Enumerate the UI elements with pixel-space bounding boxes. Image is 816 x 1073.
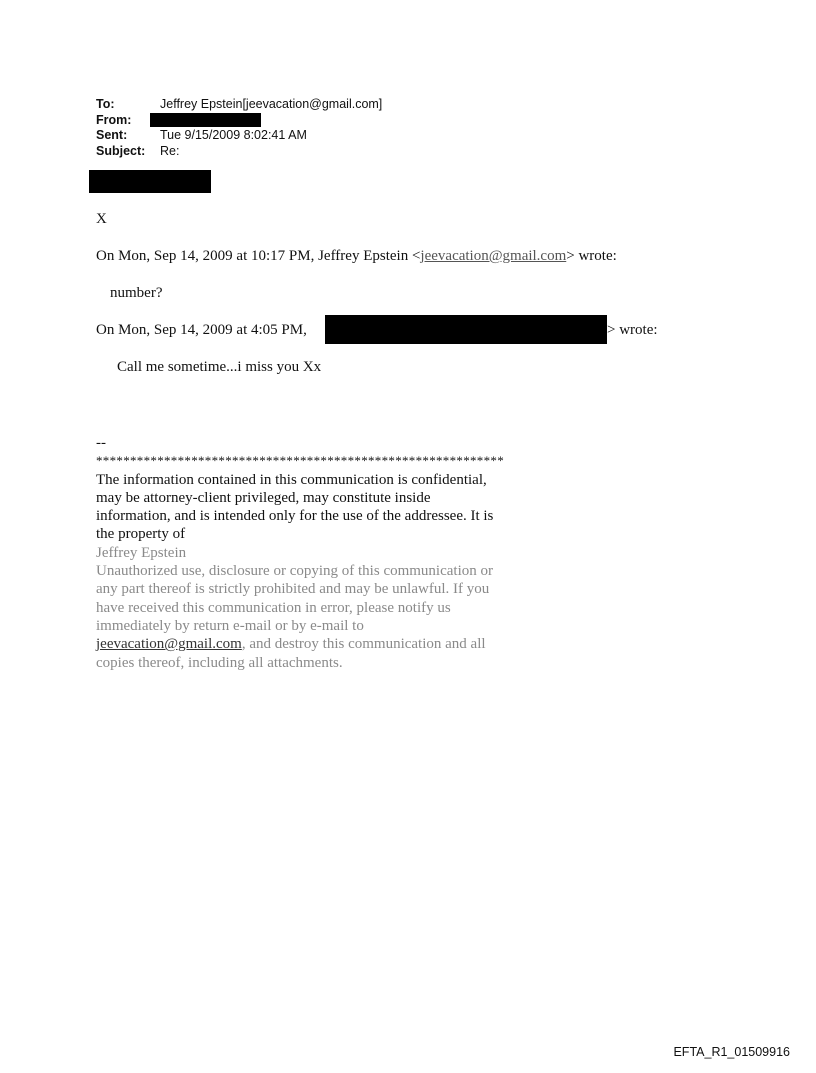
unauthorized-post: , and destroy this communication and all copies thereof, including all attachments. (96, 636, 486, 671)
quote1-header (96, 248, 617, 265)
quote1-suffix: > wrote: (566, 248, 617, 264)
unauthorized-pre: Unauthorized use, disclosure or copying of this communication or any part thereof is strictly prohibited and may be unlawful. If you have received this communication in error, please notify us immediately by return e-mail or by e-mail to (96, 563, 493, 634)
quote1-prefix: On Mon, Sep 14, 2009 at 10:17 PM, Jeffrey Epstein < (96, 248, 421, 264)
body-redaction (89, 170, 211, 193)
confidential-notice: The information contained in this communication is confidential, may be attorney-client privileged, may constitute inside information, and is intended only for the use of the addressee. It is the property of (96, 471, 494, 543)
quote2-header (96, 322, 307, 339)
to-row (96, 97, 382, 113)
quote2-prefix: On Mon, Sep 14, 2009 at 4:05 PM, (96, 322, 307, 338)
sent-value: Tue 9/15/2009 8:02:41 AM (160, 128, 307, 142)
from-label: From: (96, 112, 132, 127)
document-id: EFTA_R1_01509916 (673, 1045, 790, 1059)
sent-row (96, 128, 382, 144)
signature-dashes: -- (96, 435, 106, 451)
sent-label: Sent: (96, 128, 128, 142)
signature-email-link[interactable]: jeevacation@gmail.com (96, 636, 242, 653)
signature-stars: ************************************************************ (96, 453, 504, 469)
x-line: X (96, 211, 107, 227)
subject-value: Re: (160, 143, 180, 158)
owner-name: Jeffrey Epstein (96, 544, 187, 561)
quote2-text: Call me sometime...i miss you Xx (117, 359, 322, 375)
quote2-suffix: > wrote: (607, 322, 658, 338)
quote1-email-link[interactable]: jeevacation@gmail.com (420, 248, 567, 264)
unauthorized-notice (96, 562, 496, 672)
from-redaction (150, 113, 261, 127)
sender-redaction (325, 315, 607, 344)
to-label: To: (96, 97, 115, 111)
signature-block (96, 434, 504, 672)
subject-row (96, 144, 382, 160)
subject-label: Subject: (96, 143, 146, 158)
to-value: Jeffrey Epstein[jeevacation@gmail.com] (160, 97, 383, 111)
from-row (96, 113, 382, 129)
quote1-text: number? (110, 285, 163, 301)
email-header (96, 97, 382, 159)
